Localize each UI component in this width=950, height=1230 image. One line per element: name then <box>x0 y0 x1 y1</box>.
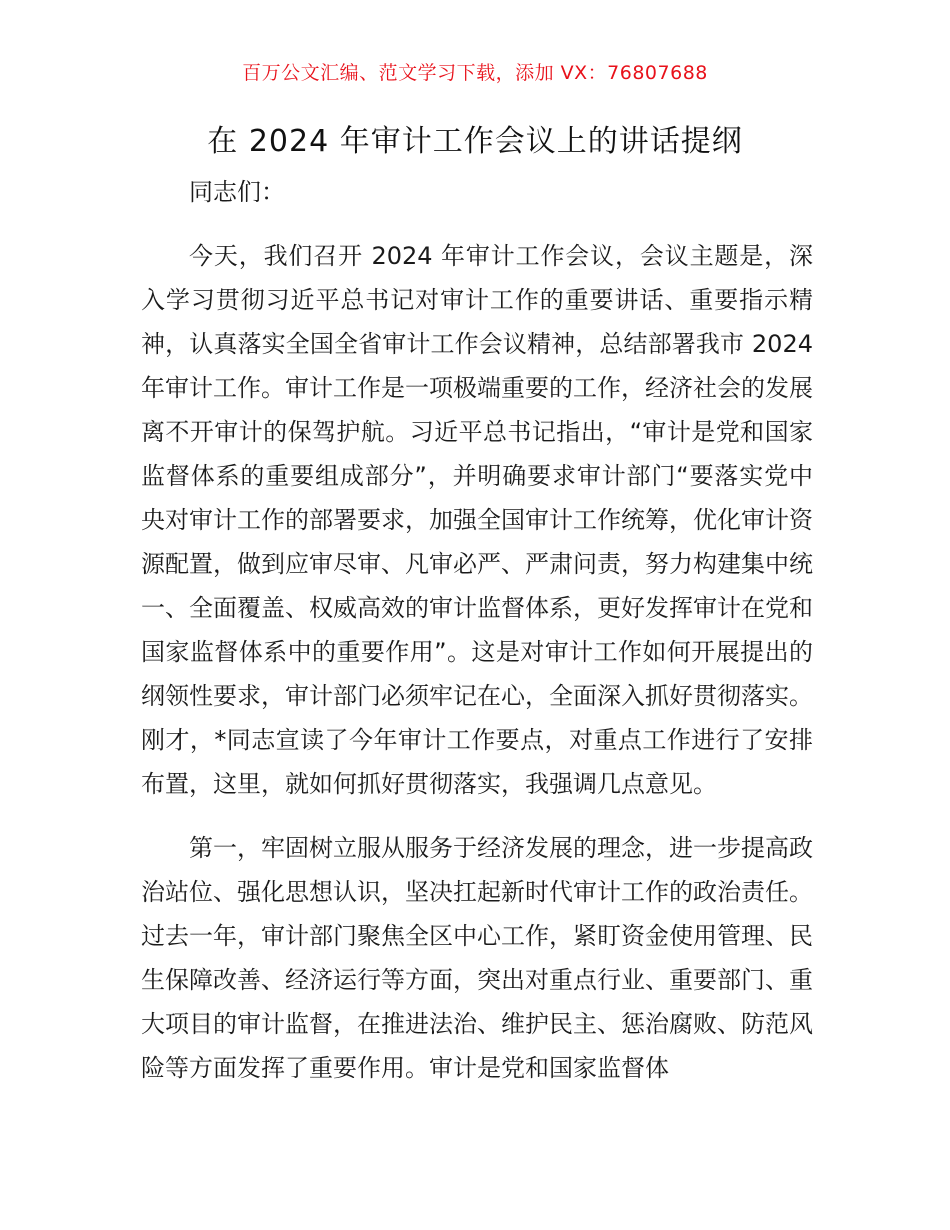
paragraph-intro: 今天，我们召开 2024 年审计工作会议，会议主题是，深入学习贯彻习近平总书记对审计工作的重要讲话、重要指示精神，认真落实全国全省审计工作会议精神，总结部署我市 2024 年审计工作。审计工作是一项极端重要的工作，经济社会的发展离不开审计的保驾护航。习近平总书记指出，“审计是党和国家监督体系的重要组成部分”，并明确要求审计部门“要落实党中央对审计工作的部署要求，加强全国审计工作统筹，优化审计资源配置，做到应审尽审、凡审必严、严肃问责，努力构建集中统一、全面覆盖、权威高效的审计监督体系，更好发挥审计在党和国家监督体系中的重要作用”。这是对审计工作如何开展提出的纲领性要求，审计部门必须牢记在心，全面深入抓好贯彻落实。刚才，*同志宣读了今年审计工作要点，对重点工作进行了安排布置，这里，就如何抓好贯彻落实，我强调几点意见。 <box>141 242 813 798</box>
document-title: 在 2024 年审计工作会议上的讲话提纲 <box>207 124 743 159</box>
header-banner: 百万公文汇编、范文学习下载，添加 VX：76807688 <box>242 62 708 84</box>
document-body <box>141 170 813 1110</box>
salutation: 同志们： <box>189 178 285 206</box>
paragraph-first-point: 第一，牢固树立服从服务于经济发展的理念，进一步提高政治站位、强化思想认识，坚决扛起新时代审计工作的政治责任。过去一年，审计部门聚焦全区中心工作，紧盯资金使用管理、民生保障改善、经济运行等方面，突出对重点行业、重要部门、重大项目的审计监督，在推进法治、维护民主、惩治腐败、防范风险等方面发挥了重要作用。审计是党和国家监督体 <box>141 834 813 1082</box>
